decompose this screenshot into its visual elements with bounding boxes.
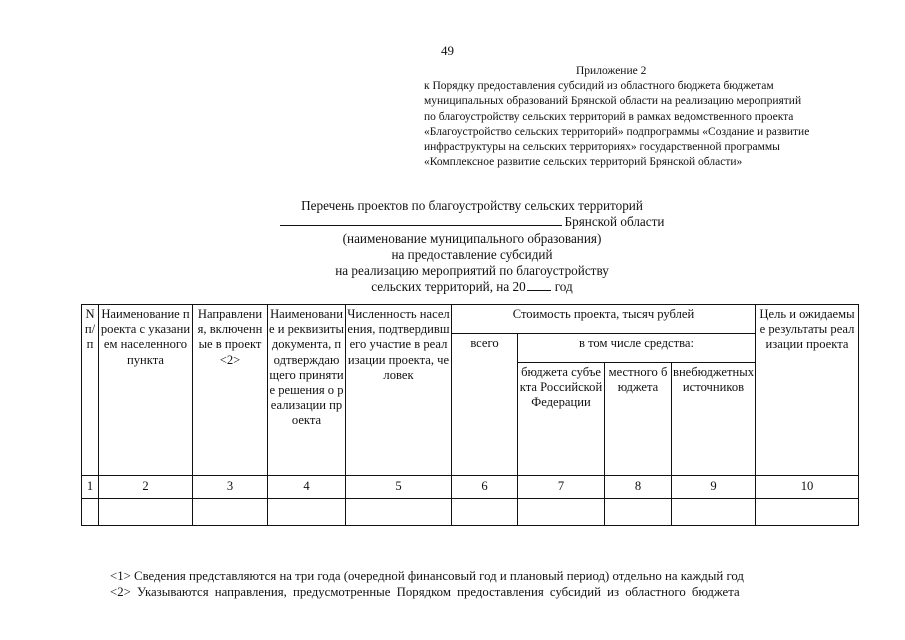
header-project-name: Наименование проекта с указанием населенного пункта bbox=[99, 305, 193, 476]
column-number: 1 bbox=[82, 476, 99, 499]
heading-year-suffix: год bbox=[554, 279, 573, 295]
appendix-line: по благоустройству сельских территорий в рамках ведомственного проекта bbox=[424, 110, 794, 123]
heading-municipality-caption: (наименование муниципального образования) bbox=[342, 230, 602, 246]
empty-cell bbox=[268, 499, 346, 526]
heading-municipality-line bbox=[240, 214, 704, 230]
appendix-block bbox=[424, 64, 894, 170]
column-number: 4 bbox=[268, 476, 346, 499]
header-goal: Цель и ожидаемые результаты реализации проекта bbox=[756, 305, 859, 476]
column-number: 6 bbox=[452, 476, 518, 499]
appendix-line: муниципальных образований Брянской области на реализацию мероприятий bbox=[424, 95, 802, 108]
empty-cell bbox=[518, 499, 605, 526]
empty-cell bbox=[756, 499, 859, 526]
column-number: 7 bbox=[518, 476, 605, 499]
appendix-title: Приложение 2 bbox=[576, 65, 647, 77]
empty-cell bbox=[605, 499, 672, 526]
empty-cell bbox=[193, 499, 268, 526]
column-number: 5 bbox=[346, 476, 452, 499]
empty-cell bbox=[99, 499, 193, 526]
header-local-budget: местного бюджета bbox=[605, 363, 672, 476]
header-document: Наименование и реквизиты документа, подтверждающего принятие решения о реализации проекта bbox=[268, 305, 346, 476]
column-number: 10 bbox=[756, 476, 859, 499]
heading-year-prefix: сельских территорий, на 20 bbox=[371, 279, 526, 295]
empty-cell bbox=[452, 499, 518, 526]
header-directions: Направления, включенные в проект <2> bbox=[193, 305, 268, 476]
appendix-line: «Благоустройство сельских территорий» подпрограммы «Создание и развитие bbox=[424, 125, 810, 138]
projects-table bbox=[81, 304, 859, 526]
heading-year-line bbox=[240, 279, 704, 295]
blank-field bbox=[280, 214, 562, 226]
appendix-line: к Порядку предоставления субсидий из областного бюджета бюджетам bbox=[424, 80, 774, 93]
empty-cell bbox=[346, 499, 452, 526]
header-total: всего bbox=[452, 334, 518, 476]
heading-region: Брянской области bbox=[564, 214, 665, 230]
heading-line-measures: на реализацию мероприятий по благоустройству bbox=[335, 263, 609, 279]
column-number: 3 bbox=[193, 476, 268, 499]
empty-cell bbox=[672, 499, 756, 526]
header-extrabudgetary: внебюджетных источников bbox=[672, 363, 756, 476]
footnote-1: <1> Сведения представляются на три года (очередной финансовый год и плановый период) отдельно на каждый год bbox=[110, 569, 744, 583]
header-number: N п/п bbox=[82, 305, 99, 476]
document-heading bbox=[240, 198, 704, 296]
column-number: 8 bbox=[605, 476, 672, 499]
heading-line-subsidy: на предоставление субсидий bbox=[391, 246, 553, 262]
header-cost: Стоимость проекта, тысяч рублей bbox=[452, 305, 756, 334]
column-number: 9 bbox=[672, 476, 756, 499]
heading-title: Перечень проектов по благоустройству сельских территорий bbox=[301, 198, 643, 213]
column-number: 2 bbox=[99, 476, 193, 499]
page-number: 49 bbox=[441, 43, 454, 58]
empty-cell bbox=[82, 499, 99, 526]
header-regional-budget: бюджета субъекта Российской Федерации bbox=[518, 363, 605, 476]
appendix-line: инфраструктуры на сельских территориях» государственной программы bbox=[424, 141, 780, 154]
header-sources: в том числе средства: bbox=[518, 334, 756, 363]
header-population: Численность населения, подтвердившего участие в реализации проекта, человек bbox=[346, 305, 452, 476]
blank-year-field bbox=[527, 279, 551, 291]
appendix-line: «Комплексное развитие сельских территорий Брянской области» bbox=[424, 156, 743, 169]
footnote-2: <2> Указываются направления, предусмотренные Порядком предоставления субсидий из областного бюджета bbox=[110, 585, 740, 599]
